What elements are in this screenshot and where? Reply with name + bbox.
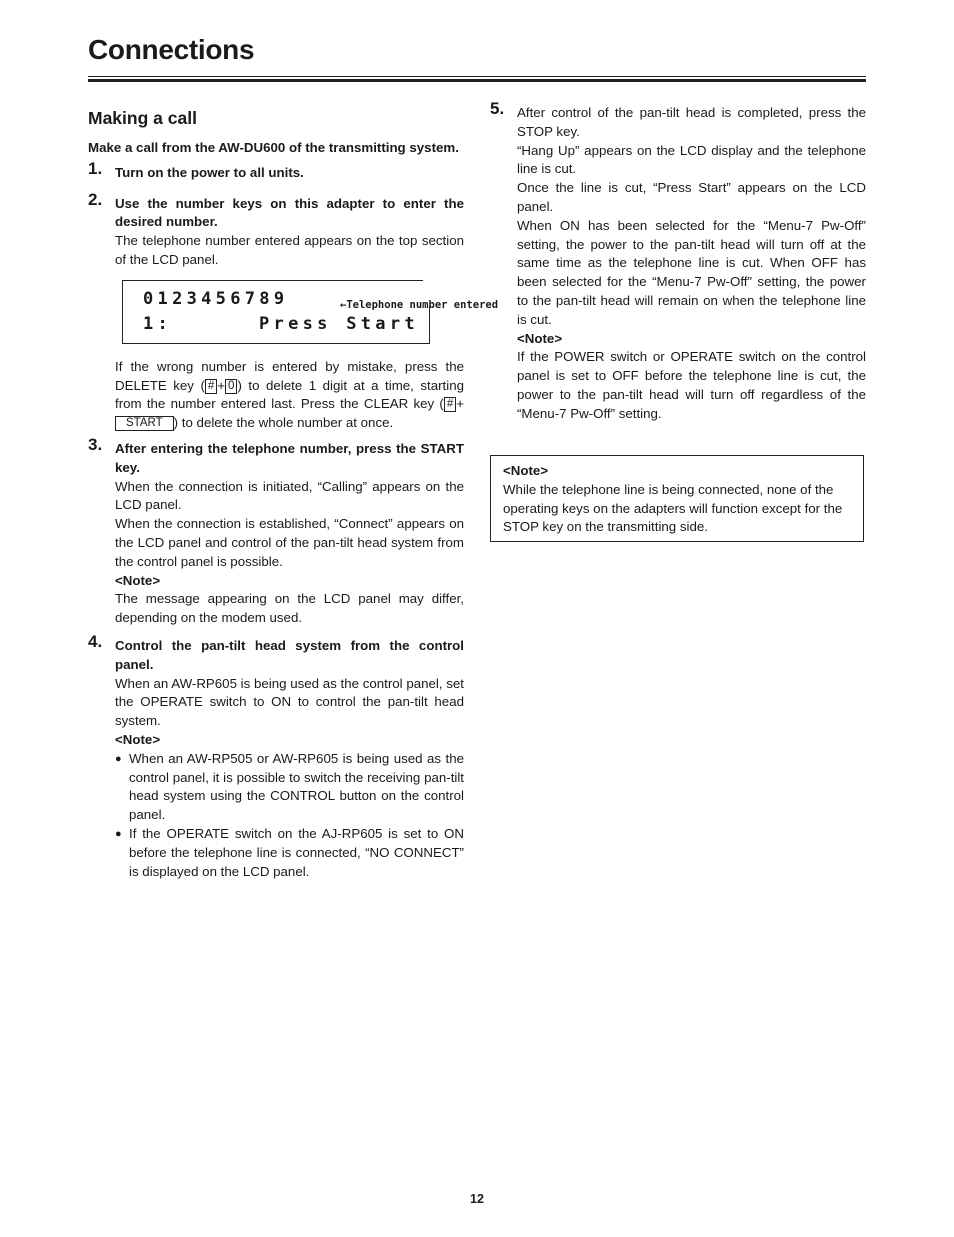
step-body: Once the line is cut, “Press Start” appears on the LCD panel.	[517, 180, 866, 214]
plus-sign: +	[456, 396, 464, 412]
note-text: If the POWER switch or OPERATE switch on the control panel is set to OFF before the telephone line is cut, the power to the pan-tilt head will turn off regardless of the “Menu-7 Pw-Off” setting.	[517, 349, 866, 421]
note-label: <Note>	[517, 330, 563, 346]
list-item	[115, 750, 464, 825]
hash-key: #	[444, 397, 456, 412]
step-3	[88, 434, 464, 628]
step-body: The telephone number entered appears on the top section of the LCD panel.	[115, 233, 464, 267]
step-number: 2.	[88, 189, 103, 209]
step-2-delete-text	[115, 358, 464, 433]
right-column	[490, 99, 866, 424]
step-number: 1.	[88, 158, 103, 178]
title-rule-thin	[88, 76, 866, 77]
step-body: When ON has been selected for the “Menu-7 Pw-Off” setting, the power to the pan-tilt head will turn off at the same time as the telephone line is cut. When OFF has been selected for the “Menu-7 Pw-Off” setting, the power to the pan-tilt head will remain on when the telephone line is cut.	[517, 217, 866, 327]
section-title: Making a call	[88, 108, 197, 128]
text-run: If the wrong number is entered by mistake, press the DELETE key (	[115, 358, 464, 393]
step-2	[88, 189, 499, 433]
lcd-display	[122, 280, 499, 344]
step-heading: Use the number keys on this adapter to enter the desired number.	[115, 195, 464, 230]
note-label: <Note>	[503, 463, 549, 478]
note-label: <Note>	[115, 731, 161, 747]
lcd-line-1: 0123456789	[143, 288, 289, 309]
step-4	[88, 631, 464, 881]
intro-text: Make a call from the AW-DU600 of the transmitting system.	[88, 140, 459, 155]
note-box	[490, 455, 864, 542]
bullet-icon: ●	[115, 752, 122, 765]
step-1	[88, 158, 464, 183]
step-heading: After entering the telephone number, press the START key.	[115, 440, 464, 475]
text-run: ) to delete the whole number at once.	[173, 415, 394, 431]
lcd-illustration	[115, 280, 499, 346]
hash-key: #	[205, 379, 217, 394]
text-run: ) to delete 1 digit at a time, starting from the number entered last. Press the CLEAR key (	[115, 377, 464, 412]
zero-key: 0	[225, 379, 237, 394]
plus-sign: +	[217, 377, 226, 393]
bullet-text: If the OPERATE switch on the AJ-RP605 is set to ON before the telephone line is connected, “NO CONNECT” is displayed on the LCD panel.	[129, 825, 464, 879]
note-label: <Note>	[115, 572, 161, 588]
step-number: 4.	[88, 631, 103, 651]
lcd-annotation: ←Telephone number entered	[340, 298, 499, 311]
note-text: The message appearing on the LCD panel may differ, depending on the modem used.	[115, 591, 464, 626]
list-item	[115, 825, 464, 881]
step-body: “Hang Up” appears on the LCD display and the telephone line is cut.	[517, 142, 866, 177]
start-key: START	[115, 416, 174, 431]
step-number: 5.	[490, 99, 505, 118]
page-number: 12	[470, 1192, 484, 1206]
bullet-text: When an AW-RP505 or AW-RP605 is being used as the control panel, it is possible to switch the receiving pan-tilt head system using the CONTROL button on the control panel.	[129, 750, 464, 823]
lcd-line-2-prefix: 1:	[143, 313, 173, 334]
step-body: After control of the pan-tilt head is completed, press the STOP key.	[517, 105, 866, 139]
step-body: When the connection is established, “Connect” appears on the LCD panel and control of the pan-tilt head system from the control panel is possible.	[115, 516, 464, 569]
page-title: Connections	[88, 34, 255, 65]
step-body: When an AW-RP605 is being used as the control panel, set the OPERATE switch to ON to control the pan-tilt head system.	[115, 675, 464, 729]
step-heading: Control the pan-tilt head system from the control panel.	[115, 637, 464, 672]
title-rule-thick	[88, 79, 866, 82]
step-body: When the connection is initiated, “Calling” appears on the LCD panel.	[115, 478, 464, 513]
lcd-line-2-message: Press Start	[259, 313, 419, 334]
step-heading: Turn on the power to all units.	[115, 164, 304, 180]
step-5	[490, 99, 866, 424]
note-box-text: While the telephone line is being connected, none of the operating keys on the adapters will function except for the STOP key on the transmitting side.	[503, 481, 843, 535]
bullet-icon: ●	[115, 827, 122, 840]
step-number: 3.	[88, 434, 103, 454]
left-column	[88, 104, 499, 881]
